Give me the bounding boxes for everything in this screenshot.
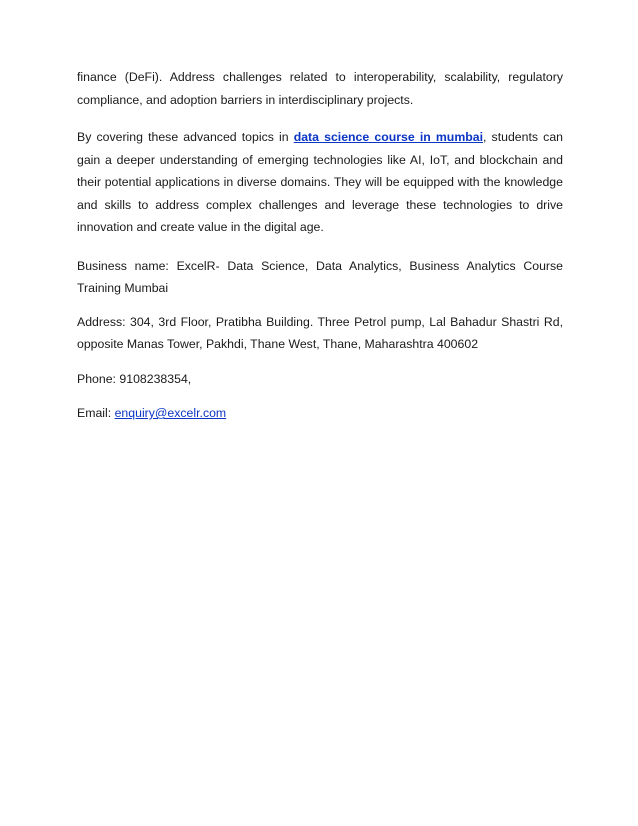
paragraph-defi-challenges: finance (DeFi). Address challenges related to interoperability, scalability, regulatory compliance, and adoption barriers in interdisciplinary projects. xyxy=(77,70,563,107)
email-link[interactable]: enquiry@excelr.com xyxy=(114,406,227,420)
email-line xyxy=(77,402,563,425)
email-label: Email: xyxy=(77,406,115,420)
paragraph-advanced-topics xyxy=(77,126,563,239)
paragraph-text-after-link: , students can gain a deeper understanding of emerging technologies like AI, IoT, and blockchain and their potential applications in diverse domains. They will be equipped with the knowledge and skills to address complex challenges and leverage these technologies to drive innovation and create value in the digital age. xyxy=(77,130,563,234)
address-line: Address: 304, 3rd Floor, Pratibha Building. Three Petrol pump, Lal Bahadur Shastri Rd, opposite Manas Tower, Pakhdi, Thane West, Thane, Maharashtra 400602 xyxy=(77,314,563,351)
course-link[interactable]: data science course in mumbai xyxy=(293,130,484,144)
phone-line: Phone: 9108238354, xyxy=(77,371,192,386)
business-name-line: Business name: ExcelR- Data Science, Data Analytics, Business Analytics Course Training Mumbai xyxy=(77,258,563,295)
document-body xyxy=(77,66,563,425)
paragraph-text-before-link: By covering these advanced topics in xyxy=(77,130,294,144)
